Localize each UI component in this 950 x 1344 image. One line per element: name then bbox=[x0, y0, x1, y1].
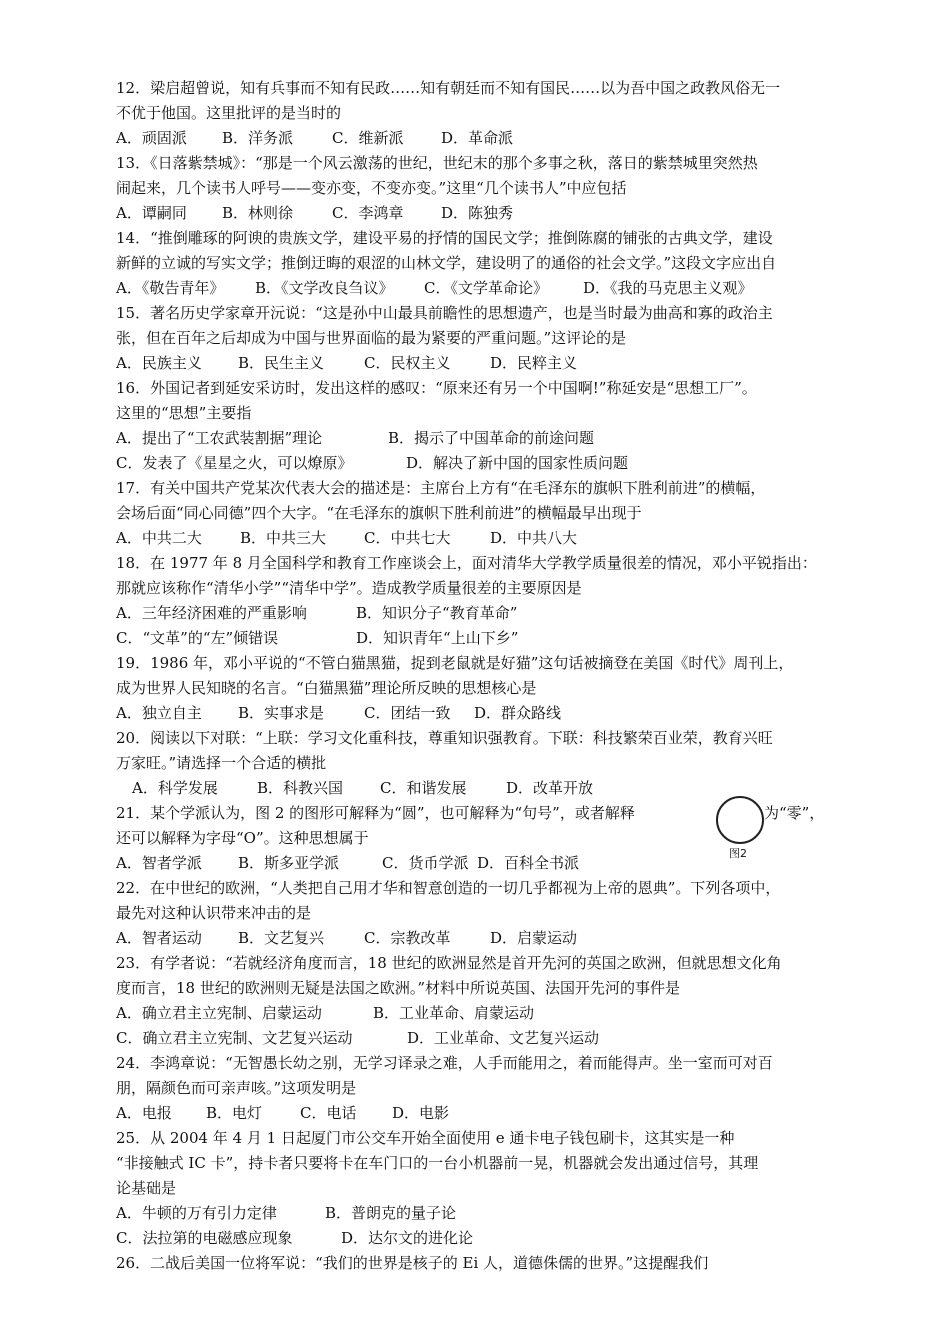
figure-2-label: 图2 bbox=[729, 847, 747, 860]
q25-stem-line-2: “非接触式 IC 卡”，持卡者只要将卡在车门口的一台小机器前一晃，机器就会发出通过信号，其理 bbox=[116, 1154, 759, 1172]
q16-option-c[interactable]: C．发表了《星星之火，可以燎原》 bbox=[116, 454, 353, 472]
q14-stem-line-1: 14．“推倒雕琢的阿谀的贵族文学，建设平易的抒情的国民文学；推倒陈腐的铺张的古典文学，建设 bbox=[116, 229, 773, 247]
q14-option-c[interactable]: C．《文学革命论》 bbox=[424, 279, 548, 297]
q18-option-c[interactable]: C．“文革”的“左”倾错误 bbox=[116, 629, 279, 647]
q23-option-b[interactable]: B．工业革命、肩蒙运动 bbox=[373, 1004, 535, 1022]
q20-stem-line-2: 万家旺。”请选择一个合适的横批 bbox=[116, 754, 327, 772]
q15-option-d[interactable]: D．民粹主义 bbox=[490, 354, 578, 372]
q12-option-b[interactable]: B．洋务派 bbox=[222, 129, 294, 147]
q16-option-d[interactable]: D．解决了新中国的国家性质问题 bbox=[406, 454, 629, 472]
q21-stem-line-2: 还可以解释为字母“O”。这种思想属于 bbox=[116, 829, 369, 847]
q22-option-b[interactable]: B．文艺复兴 bbox=[238, 929, 325, 947]
q16-stem-line-2: 这里的“思想”主要指 bbox=[116, 404, 252, 422]
q14-option-b[interactable]: B．《文学改良刍议》 bbox=[255, 279, 394, 297]
q24-option-a[interactable]: A．电报 bbox=[116, 1104, 172, 1122]
q21-option-d[interactable]: D．百科全书派 bbox=[477, 854, 580, 872]
q20-option-b[interactable]: B．科教兴国 bbox=[257, 779, 344, 797]
q20-option-d[interactable]: D．改革开放 bbox=[506, 779, 594, 797]
q20-option-c[interactable]: C．和谐发展 bbox=[380, 779, 467, 797]
q15-stem-line-1: 15．著名历史学家章开沅说：“这是孙中山最具前瞻性的思想遗产，也是当时最为曲高和寡的政治主 bbox=[116, 304, 773, 322]
q26-stem-line-1: 26．二战后美国一位将军说：“我们的世界是核子的 Ei 人，道德侏儒的世界。”这提醒我们 bbox=[116, 1254, 709, 1272]
q12-option-d[interactable]: D．革命派 bbox=[441, 129, 514, 147]
q12-stem-line-1: 12．梁启超曾说，知有兵事而不知有民政……知有朝廷而不知有国民……以为吾中国之政教风俗无一 bbox=[116, 79, 781, 97]
q12-option-a[interactable]: A．顽固派 bbox=[116, 129, 187, 147]
q22-stem-line-1: 22．在中世纪的欧洲，“人类把自己用才华和智意创造的一切几乎都视为上帝的恩典”。下列各项中， bbox=[116, 879, 781, 897]
q19-stem-line-1: 19．1986 年，邓小平说的“不管白猫黑猫，捉到老鼠就是好猫”这句话被摘登在美国《时代》周刊上， bbox=[116, 654, 794, 672]
q22-stem-line-2: 最先对这种认识带来冲击的是 bbox=[116, 904, 312, 922]
q23-option-d[interactable]: D．工业革命、文艺复兴运动 bbox=[407, 1029, 600, 1047]
q22-option-d[interactable]: D．启蒙运动 bbox=[490, 929, 578, 947]
q24-option-c[interactable]: C．电话 bbox=[300, 1104, 357, 1122]
q19-stem-line-2: 成为世界人民知晓的名言。“白猫黑猫”理论所反映的思想核心是 bbox=[116, 679, 537, 697]
q18-option-d[interactable]: D．知识青年“上山下乡” bbox=[356, 629, 519, 647]
q25-stem-line-3: 论基础是 bbox=[116, 1179, 177, 1197]
q19-option-b[interactable]: B．实事求是 bbox=[238, 704, 325, 722]
q15-option-a[interactable]: A．民族主义 bbox=[116, 354, 202, 372]
q23-option-a[interactable]: A．确立君主立宪制、启蒙运动 bbox=[116, 1004, 322, 1022]
q13-option-a[interactable]: A．谭嗣同 bbox=[116, 204, 187, 222]
q18-stem-line-1: 18．在 1977 年 8 月全国科学和教育工作座谈会上，面对清华大学教学质量很差的情况，邓小平锐指出： bbox=[116, 554, 817, 572]
q18-option-b[interactable]: B．知识分子“教育革命” bbox=[356, 604, 518, 622]
q14-option-a[interactable]: A．《敬告青年》 bbox=[116, 279, 225, 297]
q20-option-a[interactable]: A．科学发展 bbox=[132, 779, 218, 797]
q19-option-c[interactable]: C．团结一致 bbox=[364, 704, 451, 722]
q17-stem-line-2: 会场后面“同心同德”四个大字。“在毛泽东的旗帜下胜利前进”的横幅最早出现于 bbox=[116, 504, 642, 522]
q22-option-a[interactable]: A．智者运动 bbox=[116, 929, 202, 947]
q16-stem-line-1: 16．外国记者到延安采访时，发出这样的感叹：“原来还有另一个中国啊!”称延安是“思想工厂”。 bbox=[116, 379, 757, 397]
q19-option-d[interactable]: D．群众路线 bbox=[474, 704, 562, 722]
q12-option-c[interactable]: C．维新派 bbox=[332, 129, 404, 147]
q24-option-b[interactable]: B．电灯 bbox=[206, 1104, 263, 1122]
q21-stem-line-1: 21．某个学派认为，图 2 的图形可解释为“圆”，也可解释为“句号”，或者解释 bbox=[116, 804, 635, 822]
q24-option-d[interactable]: D．电影 bbox=[392, 1104, 450, 1122]
q15-stem-line-2: 张，但在百年之后却成为中国与世界面临的最为紧要的严重问题。”这评论的是 bbox=[116, 329, 627, 347]
q21-stem-line-1-tail: 为“零”， bbox=[764, 804, 825, 822]
q16-option-a[interactable]: A．提出了“工农武装割据”理论 bbox=[116, 429, 323, 447]
q13-stem-line-1: 13．《日落紫禁城》：“那是一个风云激荡的世纪，世纪末的那个多事之秋，落日的紫禁城里突然热 bbox=[116, 154, 758, 172]
q14-stem-line-2: 新鲜的立诚的写实文学；推倒迂晦的艰涩的山林文学，建设明了的通俗的社会文学。”这段文字应出自 bbox=[116, 254, 777, 272]
q25-option-c[interactable]: C．法拉第的电磁感应现象 bbox=[116, 1229, 293, 1247]
q20-stem-line-1: 20．阅读以下对联：“上联：学习文化重科技，尊重知识强教育。下联：科技繁荣百业荣，教育兴旺 bbox=[116, 729, 773, 747]
q17-stem-line-1: 17．有关中国共产党某次代表大会的描述是：主席台上方有“在毛泽东的旗帜下胜利前进”的横幅， bbox=[116, 479, 766, 497]
q17-option-c[interactable]: C．中共七大 bbox=[364, 529, 451, 547]
q12-stem-line-2: 不优于他国。这里批评的是当时的 bbox=[116, 104, 342, 122]
q22-option-c[interactable]: C．宗教改革 bbox=[364, 929, 451, 947]
q23-option-c[interactable]: C．确立君主立宪制、文艺复兴运动 bbox=[116, 1029, 353, 1047]
q15-option-c[interactable]: C．民权主义 bbox=[364, 354, 451, 372]
q21-option-a[interactable]: A．智者学派 bbox=[116, 854, 202, 872]
q21-option-c[interactable]: C．货币学派 bbox=[382, 854, 469, 872]
q14-option-d[interactable]: D．《我的马克思主义观》 bbox=[583, 279, 753, 297]
q25-option-d[interactable]: D．达尔文的进化论 bbox=[341, 1229, 474, 1247]
q15-option-b[interactable]: B．民生主义 bbox=[238, 354, 325, 372]
q25-stem-line-1: 25．从 2004 年 4 月 1 日起厦门市公交车开始全面使用 e 通卡电子钱包刷卡，这其实是一种 bbox=[116, 1129, 735, 1147]
q24-stem-line-2: 朋，隔颜色而可亲声咳。”这项发明是 bbox=[116, 1079, 357, 1097]
q13-stem-line-2: 闹起来，几个读书人呼号——变亦变，不变亦变。”这里“几个读书人”中应包括 bbox=[116, 179, 627, 197]
q17-option-a[interactable]: A．中共二大 bbox=[116, 529, 202, 547]
q13-option-c[interactable]: C．李鸿章 bbox=[332, 204, 404, 222]
q23-stem-line-1: 23．有学者说：“若就经济角度而言，18 世纪的欧洲显然是首开先河的英国之欧洲，但就思想文化角 bbox=[116, 954, 782, 972]
q19-option-a[interactable]: A．独立自主 bbox=[116, 704, 202, 722]
q13-option-d[interactable]: D．陈独秀 bbox=[441, 204, 514, 222]
q23-stem-line-2: 度而言，18 世纪的欧洲则无疑是法国之欧洲。”材料中所说英国、法国开先河的事件是 bbox=[116, 979, 681, 997]
q16-option-b[interactable]: B．揭示了中国革命的前途问题 bbox=[388, 429, 595, 447]
q18-option-a[interactable]: A．三年经济困难的严重影响 bbox=[116, 604, 307, 622]
q25-option-b[interactable]: B．普朗克的量子论 bbox=[325, 1204, 457, 1222]
figure-2-circle bbox=[716, 796, 764, 844]
q13-option-b[interactable]: B．林则徐 bbox=[222, 204, 294, 222]
q17-option-d[interactable]: D．中共八大 bbox=[490, 529, 578, 547]
q25-option-a[interactable]: A．牛顿的万有引力定律 bbox=[116, 1204, 277, 1222]
q17-option-b[interactable]: B．中共三大 bbox=[240, 529, 327, 547]
q21-option-b[interactable]: B．斯多亚学派 bbox=[238, 854, 340, 872]
q24-stem-line-1: 24．李鸿章说：“无智愚长幼之别，无学习译录之难，人手而能用之，着而能得声。坐一室而可对百 bbox=[116, 1054, 773, 1072]
q18-stem-line-2: 那就应该称作“清华小学”“清华中学”。造成教学质量很差的主要原因是 bbox=[116, 579, 582, 597]
